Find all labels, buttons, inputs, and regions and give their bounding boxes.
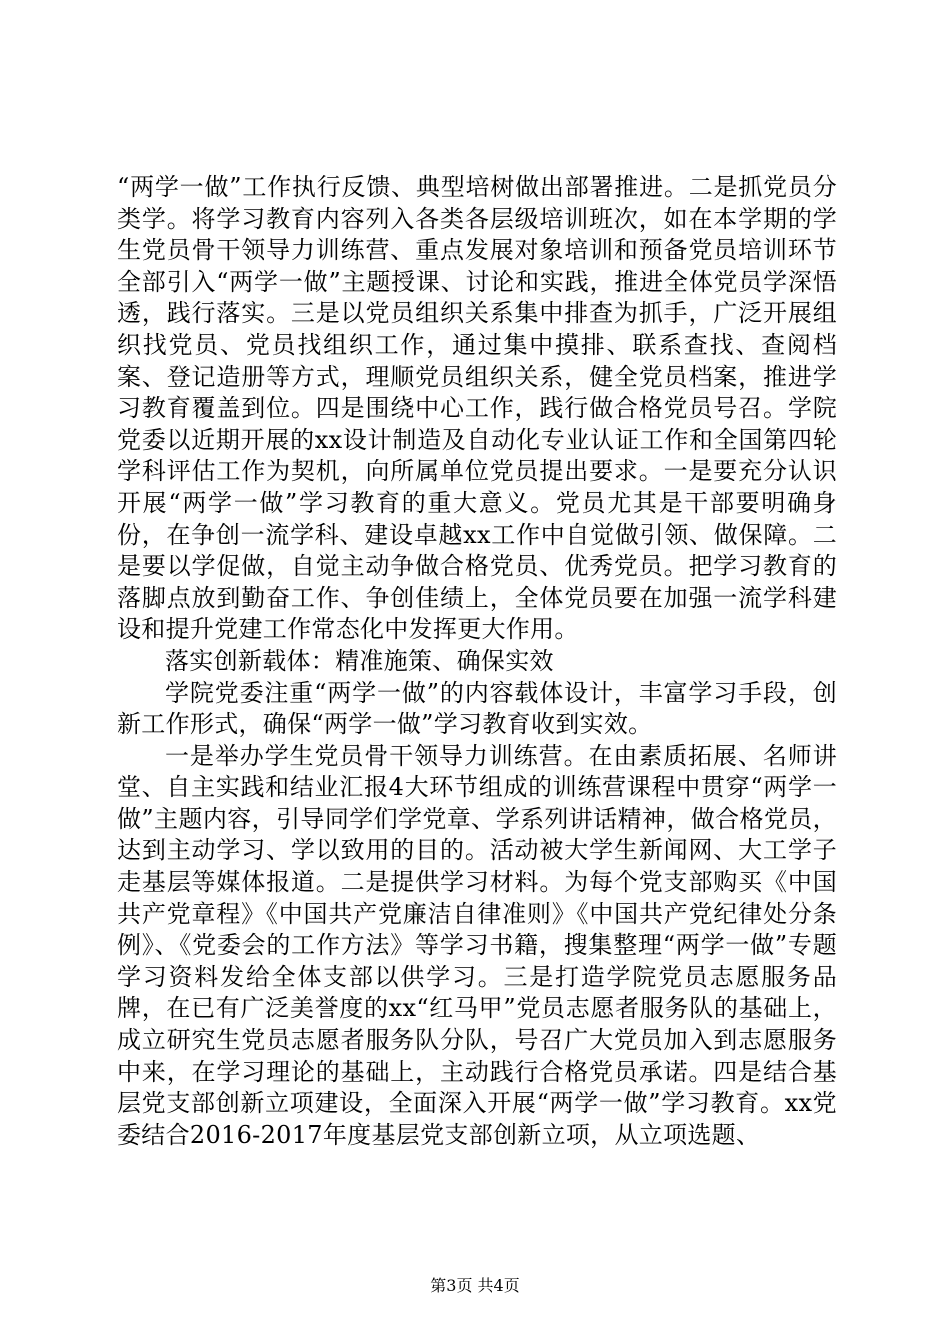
- section-heading: 落实创新载体：精准施策、确保实效: [165, 646, 554, 675]
- paragraph-1: “两学一做”工作执行反馈、典型培树做出部署推进。二是抓党员分类学。将学习教育内容列入各类各层级培训班次，如在本学期的学生党员骨干领导力训练营、重点发展对象培训和预备党员培训环节全部引入“两学一做”主题授课、讨论和实践，推进全体党员学深悟透，践行落实。三是以党员组织关系集中排查为抓手，广泛开展组织找党员、党员找组织工作，通过集中摸排、联系查找、查阅档案、登记造册等方式，理顺党员组织关系，健全党员档案，推进学习教育覆盖到位。四是围绕中心工作，践行做合格党员号召。学院党委以近期开展的xx设计制造及自动化专业认证工作和全国第四轮学科评估工作为契机，向所属单位党员提出要求。一是要充分认识开展“两学一做”学习教育的重大意义。党员尤其是干部要明确身份，在争创一流学科、建设卓越xx工作中自觉做引领、做保障。二是要以学促做，自觉主动争做合格党员、优秀党员。把学习教育的落脚点放到勤奋工作、争创佳绩上，全体党员要在加强一流学科建设和提升党建工作常态化中发挥更大作用。: [117, 173, 837, 644]
- page-footer: [0, 1276, 950, 1296]
- document-body: [117, 172, 837, 1151]
- paragraph-3: 一是举办学生党员骨干领导力训练营。在由素质拓展、名师讲堂、自主实践和结业汇报4大环节组成的训练营课程中贯穿“两学一做”主题内容，引导同学们学党章、学系列讲话精神，做合格党员，达到主动学习、学以致用的目的。活动被大学生新闻网、大工学子走基层等媒体报道。二是提供学习材料。为每个党支部购买《中国共产党章程》《中国共产党廉洁自律准则》《中国共产党纪律处分条例》、《党委会的工作方法》等学习书籍，搜集整理“两学一做”专题学习资料发给全体支部以供学习。三是打造学院党员志愿服务品牌，在已有广泛美誉度的xx“红马甲”党员志愿者服务队的基础上，成立研究生党员志愿者服务队分队，号召广大党员加入到志愿服务中来，在学习理论的基础上，主动践行合格党员承诺。四是结合基层党支部创新立项建设，全面深入开展“两学一做”学习教育。xx党委结合2016-2017年度基层党支部创新立项，从立项选题、: [117, 741, 837, 1149]
- page-number: 第3页 共4页: [430, 1276, 520, 1295]
- paragraph-2: 学院党委注重“两学一做”的内容载体设计，丰富学习手段，创新工作形式，确保“两学一做”学习教育收到实效。: [117, 678, 837, 739]
